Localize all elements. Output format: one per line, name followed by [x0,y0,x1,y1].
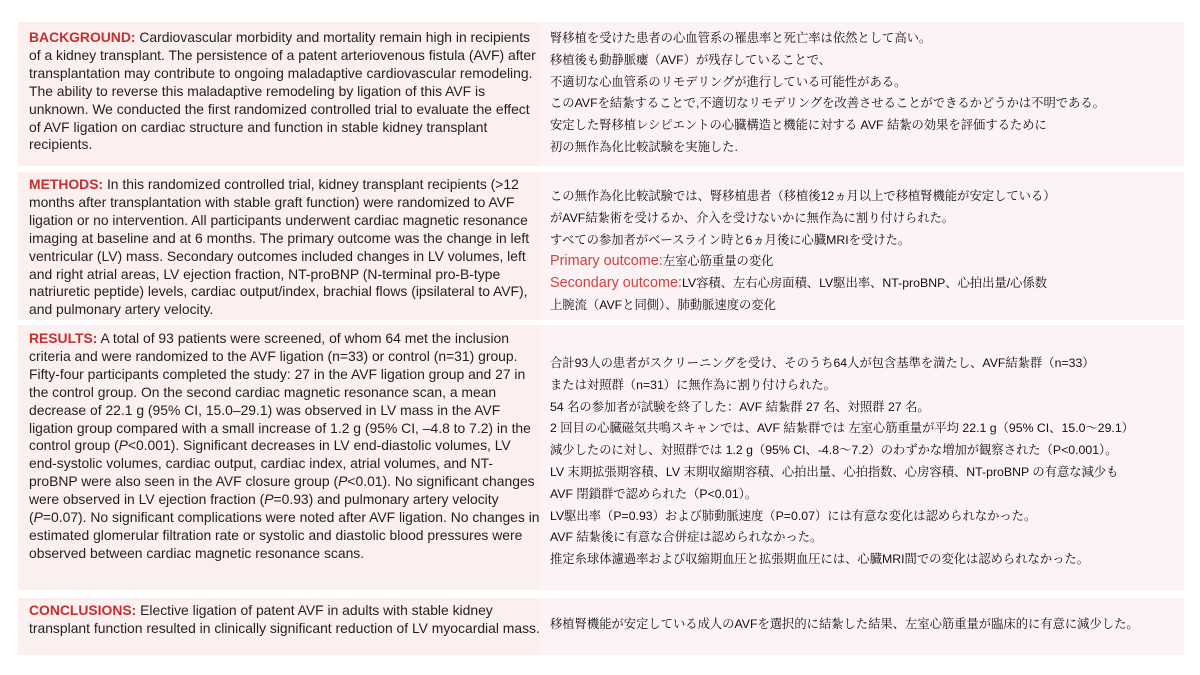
secondary-outcome-label: Secondary outcome: [550,275,682,292]
p-value-symbol: P [264,491,274,508]
results-text-part: <0.001). Significant decreases in LV end-diastolic volumes, LV end-systolic volumes, cardiac output, cardiac index, atrial volumes, and NT-proBNP were also seen in the AVF closure group ( [29,437,511,490]
conclusions-heading: CONCLUSIONS: [29,602,137,618]
primary-outcome-text: 左室心筋重量の変化 [662,254,774,269]
results-english [18,325,540,590]
secondary-outcome-continued: 上腕流（AVFと同側）、肺動脈速度の変化 [550,297,776,312]
jp-line: 54 名の参加者が試験を終了した：AVF 結紮群 27 名、対照群 27 名。 [550,399,930,414]
background-section [18,22,1184,166]
jp-line: 移植腎機能が安定している成人のAVFを選択的に結紮した結果、左室心筋重量が臨床的に有意に減少した。 [550,617,1139,631]
jp-line: AVF 結紮後に有意な合併症は認められなかった。 [550,530,823,545]
background-japanese [540,22,1184,166]
secondary-outcome-text: LV容積、左右心房面積、LV駆出率、NT-proBNP、心拍出量/心係数 [682,276,1048,291]
p-value-symbol: P [338,473,348,490]
methods-japanese [540,172,1184,320]
results-heading: RESULTS: [29,330,98,346]
results-japanese [540,325,1184,590]
p-value-symbol: P [118,437,128,454]
background-english [18,22,540,166]
background-text: Cardiovascular morbidity and mortality remain high in recipients of a kidney transplant. The persistence of a patent arteriovenous fistula (AVF) after transplantation may contribute to ongoing maladaptive cardiovascular remodeling. The ability to reverse this maladaptive remodeling by ligation of this AVF is unknown. We conducted the first randomized controlled trial to evaluate the effect of AVF ligation on cardiac structure and function in stable kidney transplant recipients. [29,29,536,153]
jp-line: 初の無作為化比較試験を実施した. [550,139,738,154]
results-text-part: =0.93) and pulmonary artery velocity ( [29,491,499,526]
results-text-part: =0.07). No significant complications were noted after AVF ligation. No changes in estimated glomerular filtration rate or systolic and diastolic blood pressures were observed between cardiac magnetic resonance scans. [29,509,540,561]
results-text-part: A total of 93 patients were screened, of whom 64 met the inclusion criteria and were randomized to the AVF ligation (n=33) or control (n=31) group. Fifty-four participants completed the study: 27 in the AVF ligation group and 27 in the control group. On the second cardiac magnetic resonance scan, a mean decrease of 22.1 g (95% CI, 15.0–29.1) was observed in LV mass in the AVF ligation group compared with a small increase of 1.2 g (95% CI, –4.8 to 7.2) in the control group ( [29,330,531,454]
jp-line: 減少したのに対し、対照群では 1.2 g（95% CI、-4.8〜7.2）のわずかな増加が観察された（P<0.001）。 [550,443,1118,458]
jp-line: AVF 閉鎖群で認められた（P<0.01）。 [550,486,758,501]
jp-line: このAVFを結紮することで,不適切なリモデリングを改善させることができるかどうかは不明である。 [550,96,1105,111]
conclusions-japanese [540,598,1184,655]
jp-line: 移植後も動静脈瘻（AVF）が残存していることで、 [550,52,831,67]
jp-line: この無作為化比較試験では、腎移植患者（移植後12ヵ月以上で移植腎機能が安定している） [550,189,1056,203]
secondary-outcome-line [550,273,1184,295]
methods-heading: METHODS: [29,176,104,192]
background-heading: BACKGROUND: [29,29,136,45]
methods-section [18,172,1184,320]
jp-line: 安定した腎移植レシピエントの心臓構造と機能に対する AVF 結紮の効果を評価するために [550,118,1047,133]
conclusions-english [18,598,540,655]
conclusions-text: Elective ligation of patent AVF in adults with stable kidney transplant function resulted in clinically significant reduction of LV myocardial mass. [29,602,540,636]
jp-line: すべての参加者がベースライン時と6ヵ月後に心臓MRIを受けた。 [550,232,911,247]
jp-line: 推定糸球体濾過率および収縮期血圧と拡張期血圧には、心臓MRI間での変化は認められなかった。 [550,552,1090,567]
jp-line: 2 回目の心臓磁気共鳴スキャンでは、AVF 結紮群では 左室心筋重量が平均 22.1 g（95% CI、15.0〜29.1） [550,421,1134,436]
results-text [29,330,540,561]
p-value-symbol: P [33,509,43,526]
jp-line: 腎移植を受けた患者の心血管系の罹患率と死亡率は依然として高い。 [550,31,932,45]
jp-line: LV駆出率（P=0.93）および肺動脈速度（P=0.07）には有意な変化は認められなかった。 [550,508,1037,523]
jp-line: LV 末期拡張期容積、LV 末期収縮期容積、心拍出量、心拍指数、心房容積、NT-proBNP の有意な減少も [550,464,1119,479]
primary-outcome-line [550,251,1184,273]
jp-line: 合計93人の患者がスクリーニングを受け、そのうち64人が包含基準を満たし、AVF結紮群（n=33） [550,356,1095,370]
methods-text: In this randomized controlled trial, kidney transplant recipients (>12 months after transplantation with stable graft function) were randomized to AVF ligation or no intervention. All participants underwent cardiac magnetic resonance imaging at baseline and at 6 months. The primary outcome was the change in left ventricular (LV) mass. Secondary outcomes included changes in LV volumes, left and right atrial areas, LV ejection fraction, NT-proBNP (N-terminal pro-B-type natriuretic peptide) levels, cardiac output/index, brachial flows (ipsilateral to AVF), and pulmonary artery velocity. [29,176,530,318]
results-section [18,325,1184,590]
methods-english [18,172,540,320]
primary-outcome-label: Primary outcome: [550,253,663,270]
jp-line: がAVF結紮術を受けるか、介入を受けないかに無作為に割り付けられた。 [550,210,955,225]
results-text-part: <0.01). No significant changes were observed in LV ejection fraction ( [29,473,535,508]
jp-line: 不適切な心血管系のリモデリングが進行している可能性がある。 [550,74,907,89]
jp-line: または対照群（n=31）に無作為に割り付けられた。 [550,377,836,392]
conclusions-section [18,598,1184,655]
